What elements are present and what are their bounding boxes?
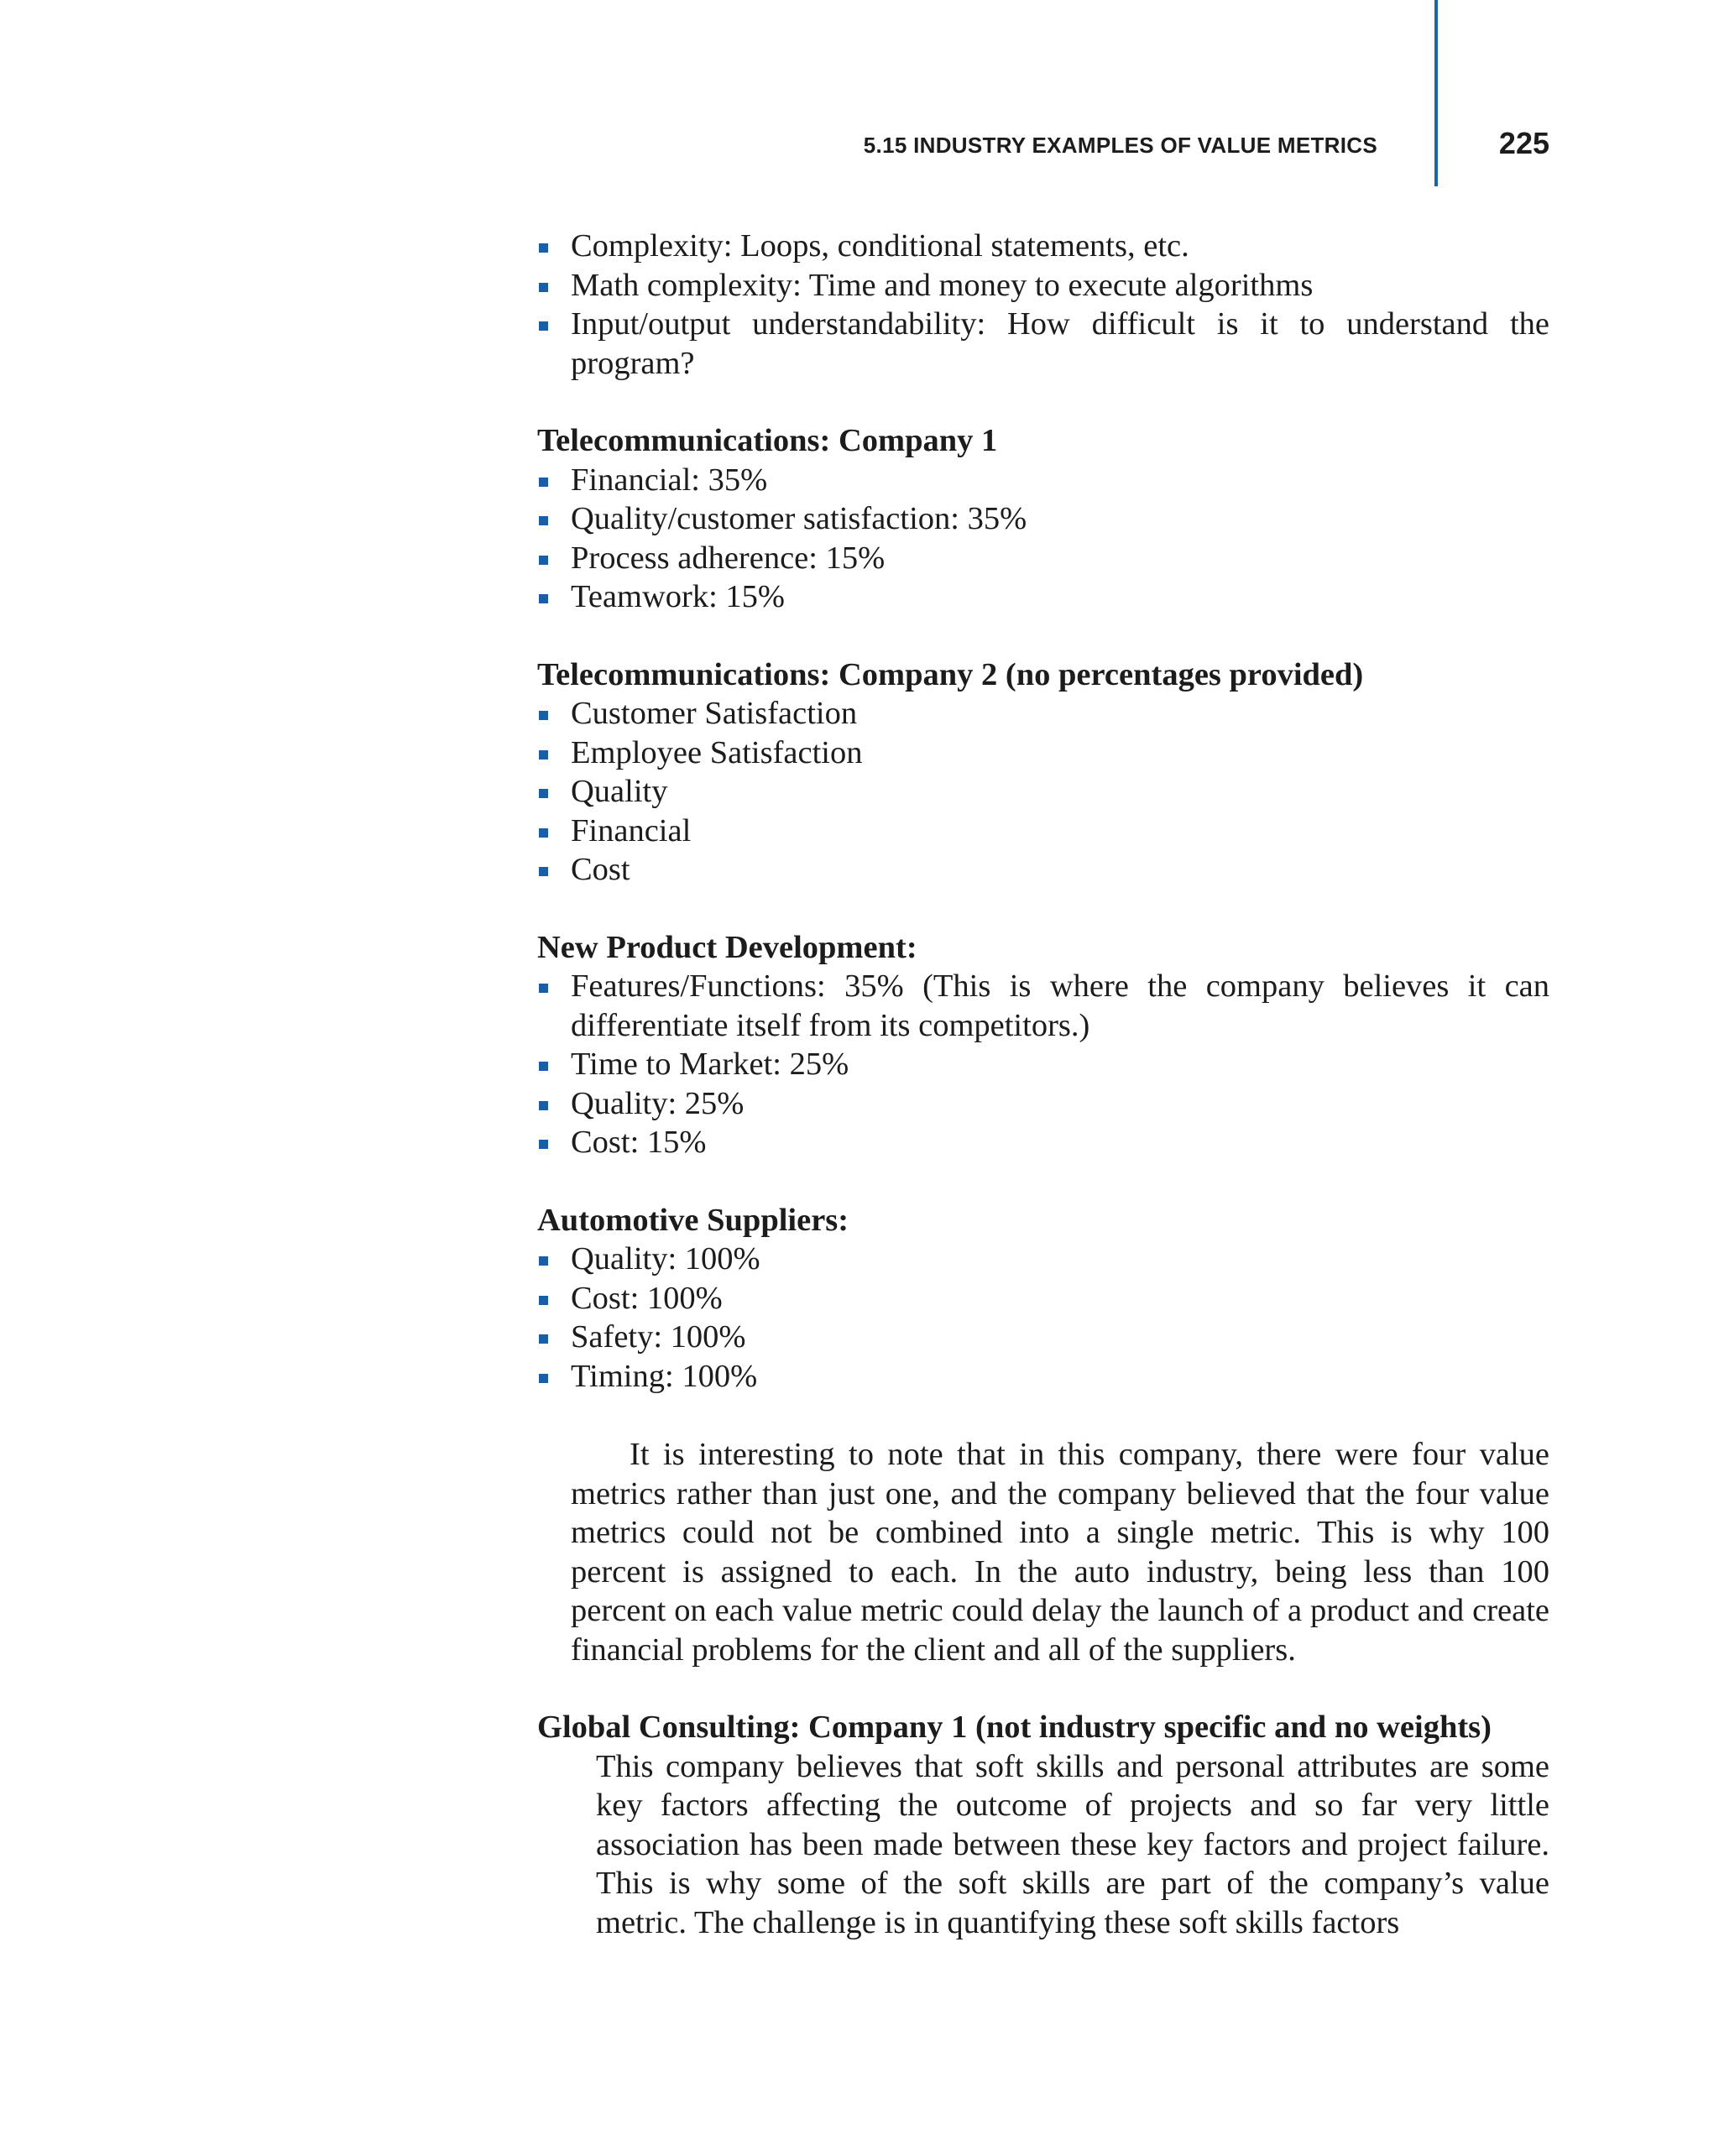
- square-bullet-icon: [539, 828, 548, 838]
- automotive-note-paragraph: It is interesting to note that in this company, there were four value metrics rather than just one, and the company believed that the four value metrics could not be combined into a single metric. This is why 100 percent is assigned to each. In the auto industry, being less than 100 percent on each value metric could delay the launch of a product and create financial problems for the client and all of the suppliers.: [571, 1437, 1549, 1668]
- square-bullet-icon: [539, 789, 548, 798]
- list-item: Financial: [537, 812, 1549, 851]
- section-telecom-company-2: [537, 655, 1549, 890]
- square-bullet-icon: [539, 984, 548, 993]
- list-item: Quality: [537, 772, 1549, 812]
- square-bullet-icon: [539, 1296, 548, 1305]
- list-item: Safety: 100%: [537, 1318, 1549, 1357]
- list-item: Process adherence: 15%: [537, 539, 1549, 578]
- bullet-list: [537, 694, 1549, 890]
- square-bullet-icon: [539, 867, 548, 876]
- list-item: Math complexity: Time and money to execute algorithms: [537, 266, 1549, 305]
- bullet-list: [537, 1240, 1549, 1396]
- square-bullet-icon: [539, 1062, 548, 1071]
- section-heading: Global Consulting: Company 1 (not industry specific and no weights): [537, 1710, 1492, 1745]
- header-rule: [1434, 0, 1438, 186]
- section-heading: New Product Development:: [537, 929, 917, 965]
- list-item: Quality: 100%: [537, 1240, 1549, 1279]
- bullet-list: [537, 461, 1549, 617]
- running-head: 5.15 INDUSTRY EXAMPLES OF VALUE METRICS: [863, 133, 1377, 158]
- list-item: Input/output understandability: How difficult is it to understand the program?: [537, 305, 1549, 383]
- square-bullet-icon: [539, 1140, 548, 1149]
- list-item: Customer Satisfaction: [537, 694, 1549, 733]
- section-heading: Automotive Suppliers:: [537, 1202, 849, 1238]
- page-number: 225: [1498, 126, 1549, 160]
- bullet-list: [537, 967, 1549, 1162]
- square-bullet-icon: [539, 243, 548, 253]
- intro-bullet-list: [537, 227, 1549, 383]
- list-item: Cost: 100%: [537, 1279, 1549, 1318]
- list-item: Time to Market: 25%: [537, 1045, 1549, 1084]
- square-bullet-icon: [539, 516, 548, 525]
- square-bullet-icon: [539, 1101, 548, 1110]
- list-item: Cost: 15%: [537, 1123, 1549, 1162]
- list-item: Features/Functions: 35% (This is where the company believes it can differentiate itself from its competitors.): [537, 967, 1549, 1045]
- square-bullet-icon: [539, 594, 548, 603]
- square-bullet-icon: [539, 1374, 548, 1383]
- square-bullet-icon: [539, 556, 548, 565]
- list-item: Quality/customer satisfaction: 35%: [537, 499, 1549, 539]
- square-bullet-icon: [539, 283, 548, 292]
- list-item: Complexity: Loops, conditional statements, etc.: [537, 227, 1549, 266]
- square-bullet-icon: [539, 750, 548, 760]
- section-new-product-development: [537, 928, 1549, 1162]
- list-item: Quality: 25%: [537, 1084, 1549, 1124]
- section-heading: Telecommunications: Company 2 (no percentages provided): [537, 656, 1364, 692]
- page-body: [537, 227, 1549, 1942]
- section-global-consulting: [537, 1708, 1549, 1942]
- consulting-paragraph: This company believes that soft skills and personal attributes are some key factors affecting the outcome of projects and so far very little association has been made between these key factors and project failure. This is why some of the soft skills are part of the company’s value metric. The challenge is in quantifying these soft skills factors: [596, 1748, 1549, 1940]
- square-bullet-icon: [539, 478, 548, 487]
- list-item: Financial: 35%: [537, 461, 1549, 500]
- square-bullet-icon: [539, 1334, 548, 1344]
- section-automotive-suppliers: [537, 1201, 1549, 1396]
- square-bullet-icon: [539, 711, 548, 720]
- square-bullet-icon: [539, 1256, 548, 1266]
- square-bullet-icon: [539, 321, 548, 331]
- list-item: Cost: [537, 850, 1549, 890]
- section-heading: Telecommunications: Company 1: [537, 423, 998, 458]
- list-item: Timing: 100%: [537, 1357, 1549, 1396]
- section-telecom-company-1: [537, 421, 1549, 617]
- list-item: Employee Satisfaction: [537, 733, 1549, 773]
- list-item: Teamwork: 15%: [537, 577, 1549, 617]
